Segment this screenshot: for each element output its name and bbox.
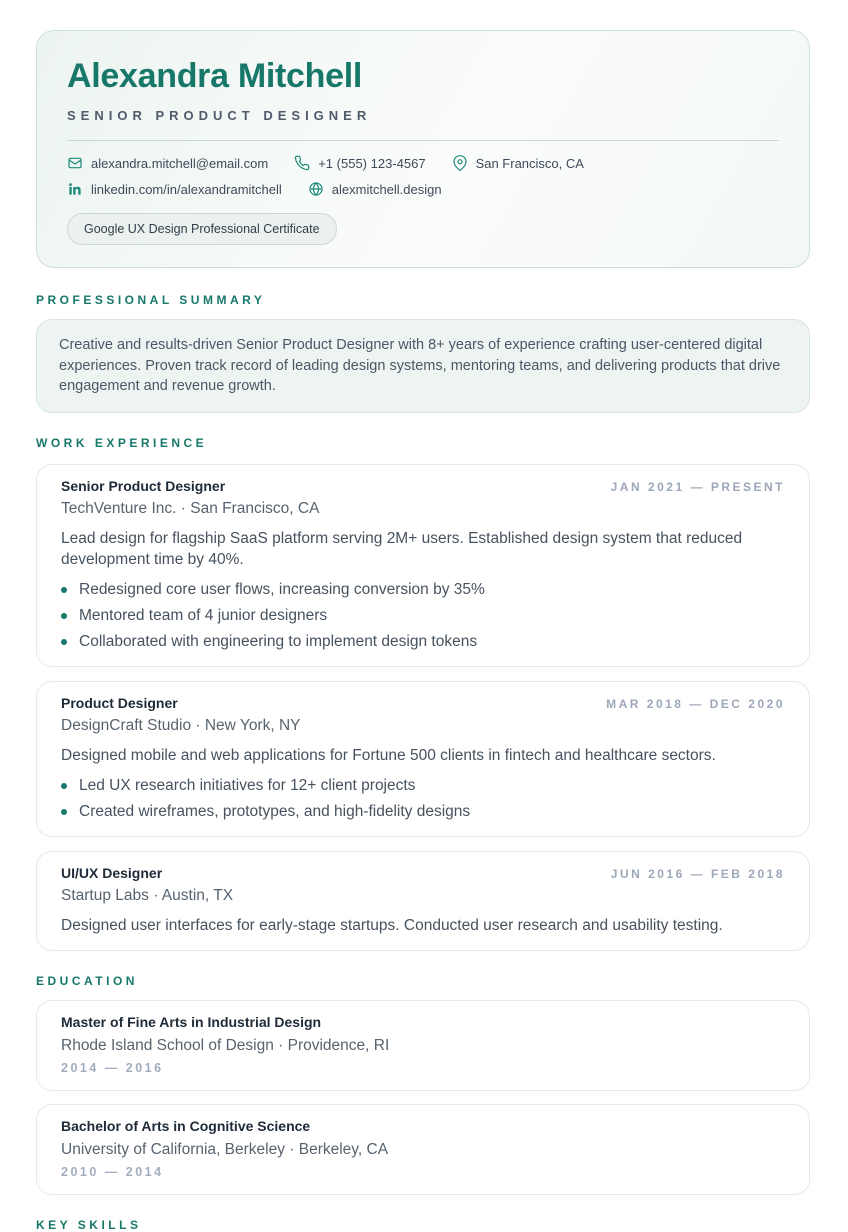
- education-school: Rhode Island School of Design · Providence, RI: [61, 1036, 390, 1054]
- education-card: [36, 1000, 810, 1091]
- section-key-skills: [36, 1219, 810, 1231]
- bullet-dot-icon: [61, 587, 67, 593]
- globe-icon: [308, 181, 324, 197]
- job-bullet-list: [61, 775, 785, 822]
- job-description: Designed user interfaces for early-stage startups. Conducted user research and usability testing.: [61, 916, 723, 934]
- bullet-dot-icon: [61, 809, 67, 815]
- job-description: Lead design for flagship SaaS platform serving 2M+ users. Established design system that reduced development time by 40%.: [61, 529, 743, 568]
- section-heading-skills: KEY SKILLS: [36, 1217, 142, 1232]
- job-bullet: [61, 775, 785, 796]
- contact-text: San Francisco, CA: [475, 155, 584, 171]
- education-card: [36, 1104, 810, 1195]
- location-icon: [452, 155, 468, 171]
- job-description: Designed mobile and web applications for Fortune 500 clients in fintech and healthcare sectors.: [61, 746, 716, 764]
- bullet-text: Collaborated with engineering to implement design tokens: [79, 632, 478, 650]
- job-title: Product Designer: [61, 694, 178, 711]
- contact-item: [67, 181, 282, 197]
- job-bullet: [61, 579, 785, 600]
- contact-list: [67, 155, 779, 197]
- job-dates: JAN 2021 — PRESENT: [610, 479, 785, 494]
- contact-item: [294, 155, 425, 171]
- education-degree: Bachelor of Arts in Cognitive Science: [61, 1117, 311, 1134]
- bullet-dot-icon: [61, 783, 67, 789]
- job-bullet: [61, 605, 785, 626]
- experience-card: [36, 851, 810, 951]
- job-bullet-list: [61, 579, 785, 652]
- contact-text: +1 (555) 123-4567: [318, 155, 426, 171]
- contact-item: [67, 155, 268, 171]
- linkedin-icon: [67, 181, 83, 197]
- section-heading-education: EDUCATION: [36, 973, 138, 988]
- education-dates: 2010 — 2014: [61, 1164, 164, 1179]
- contact-text: alexmitchell.design: [331, 181, 442, 197]
- job-bullet: [61, 801, 785, 822]
- job-title: UI/UX Designer: [61, 864, 163, 881]
- job-company: Startup Labs · Austin, TX: [61, 886, 234, 904]
- education-list: [36, 1000, 810, 1195]
- contact-item: [452, 155, 584, 171]
- phone-icon: [294, 155, 310, 171]
- bullet-dot-icon: [61, 639, 67, 645]
- header-divider: [67, 140, 779, 141]
- section-heading-experience: WORK EXPERIENCE: [36, 435, 208, 450]
- bullet-text: Created wireframes, prototypes, and high-fidelity designs: [79, 802, 471, 820]
- job-dates: JUN 2016 — FEB 2018: [610, 866, 785, 881]
- contact-text: alexandra.mitchell@email.com: [91, 155, 269, 171]
- job-title: Senior Product Designer: [61, 477, 226, 494]
- job-head: [61, 865, 785, 883]
- job-bullet: [61, 631, 785, 652]
- job-head: [61, 695, 785, 713]
- section-heading-summary: PROFESSIONAL SUMMARY: [36, 293, 266, 307]
- job-company: DesignCraft Studio · New York, NY: [61, 716, 301, 734]
- email-icon: [67, 155, 83, 171]
- bullet-text: Redesigned core user flows, increasing conversion by 35%: [79, 580, 485, 598]
- contact-text: linkedin.com/in/alexandramitchell: [91, 181, 282, 197]
- section-work-experience: [36, 437, 810, 951]
- job-company: TechVenture Inc. · San Francisco, CA: [61, 499, 320, 517]
- summary-card: [36, 319, 810, 413]
- person-title: SENIOR PRODUCT DESIGNER: [67, 108, 372, 123]
- summary-text: Creative and results-driven Senior Product Designer with 8+ years of experience crafting user-centered digital experiences. Proven track record of leading design systems, mentoring teams, and delivering products that drive engagement and revenue growth.: [59, 337, 781, 394]
- experience-card: [36, 464, 810, 667]
- job-head: [61, 478, 785, 496]
- section-professional-summary: [36, 294, 810, 413]
- experience-list: [36, 464, 810, 951]
- education-school: University of California, Berkeley · Berkeley, CA: [61, 1140, 389, 1158]
- contact-item: [308, 181, 442, 197]
- person-name: Alexandra Mitchell: [67, 57, 363, 95]
- resume-header-card: [36, 30, 810, 268]
- bullet-text: Mentored team of 4 junior designers: [79, 606, 328, 624]
- education-dates: 2014 — 2016: [61, 1060, 164, 1075]
- bullet-dot-icon: [61, 613, 67, 619]
- badge-row: [67, 213, 779, 245]
- section-education: [36, 975, 810, 1195]
- bullet-text: Led UX research initiatives for 12+ client projects: [79, 776, 416, 794]
- education-degree: Master of Fine Arts in Industrial Design: [61, 1013, 322, 1030]
- experience-card: [36, 681, 810, 837]
- job-dates: MAR 2018 — DEC 2020: [606, 696, 785, 711]
- certificate-badge: Google UX Design Professional Certificate: [67, 213, 337, 245]
